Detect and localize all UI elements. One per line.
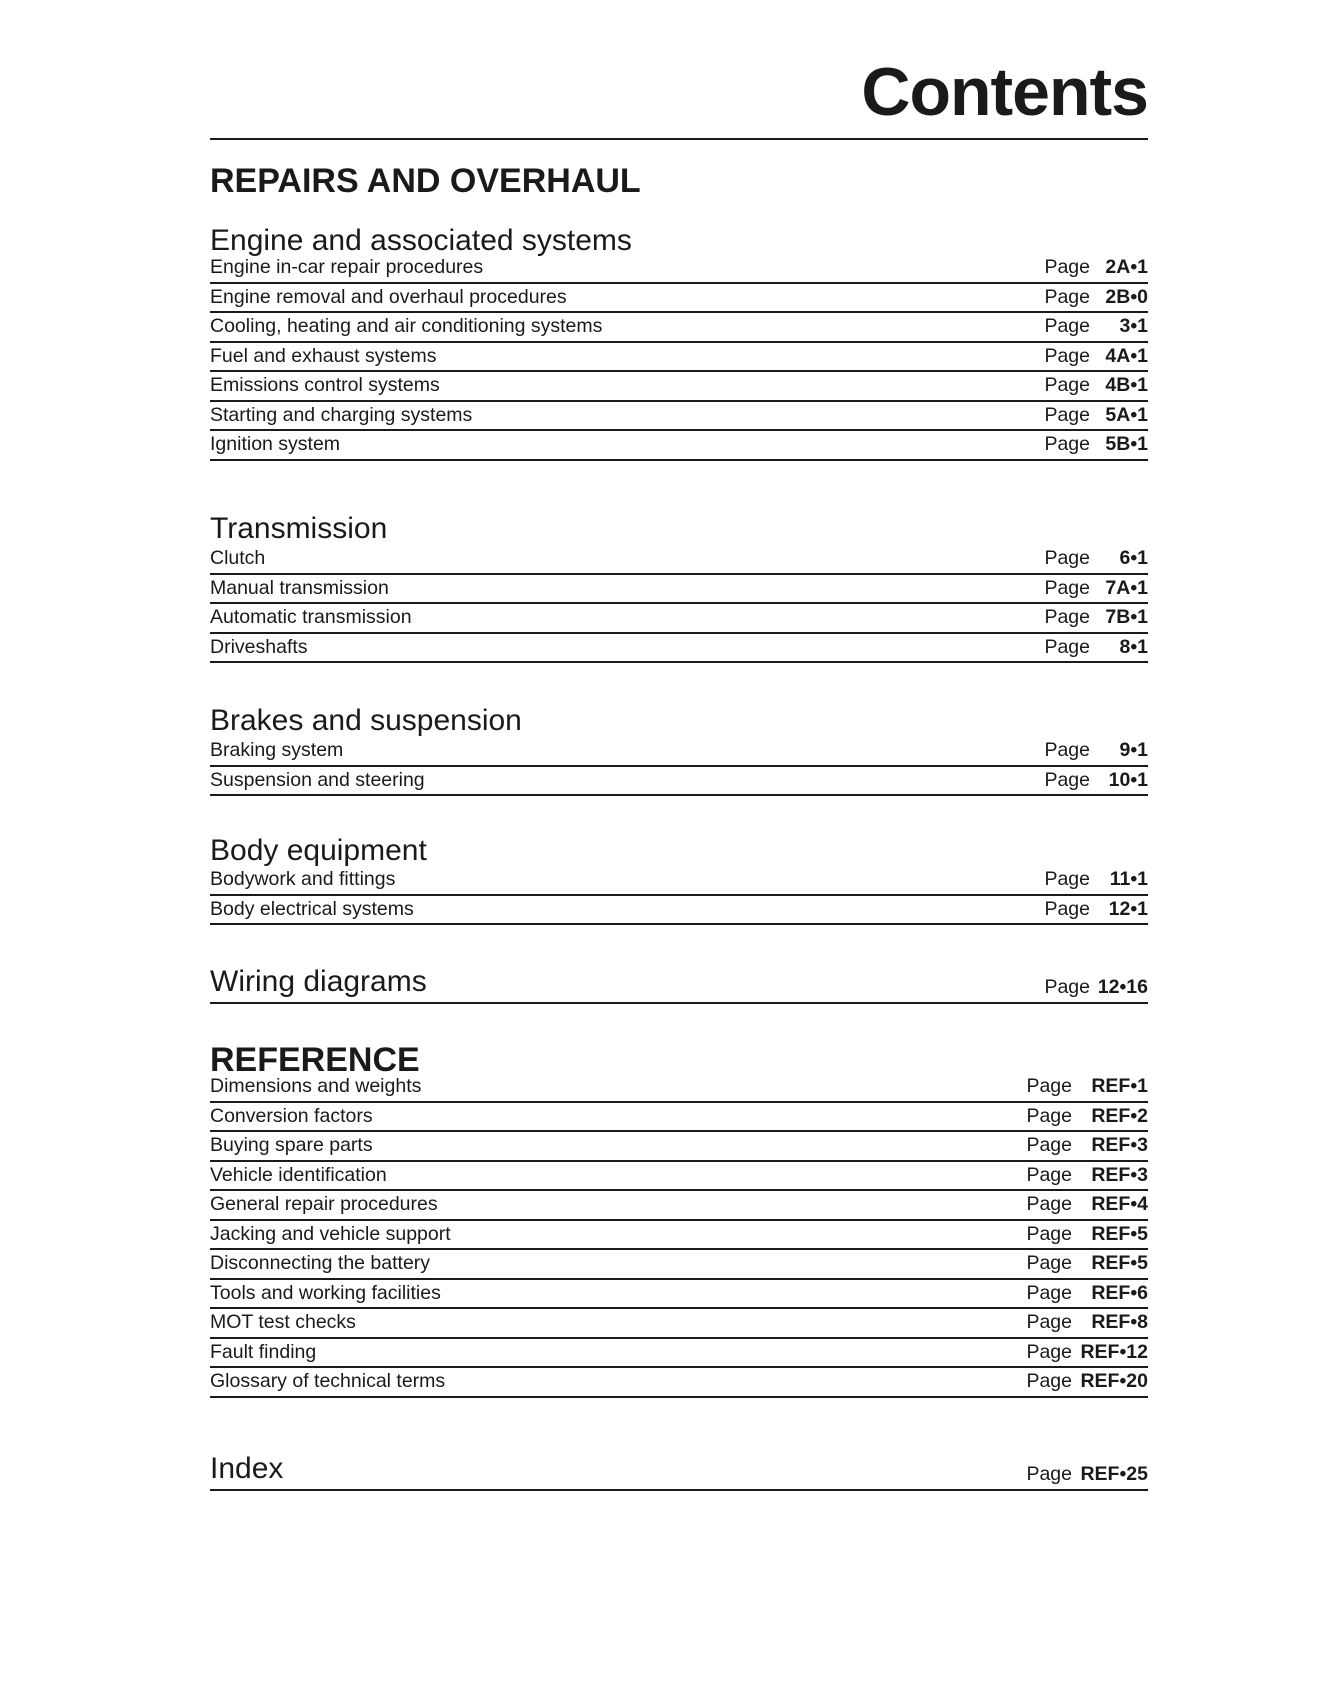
toc-row-label: Suspension and steering [210,768,425,791]
toc-page-number: 2B•0 [1105,285,1148,308]
toc-row[interactable] [210,313,1148,343]
toc-page-word: Page [1026,1222,1072,1245]
section-list-body [210,866,1148,925]
toc-row[interactable] [210,545,1148,575]
toc-page-ref [1044,403,1148,426]
toc-page-word: Page [1044,868,1090,890]
toc-row[interactable] [210,284,1148,314]
toc-row[interactable] [210,1280,1148,1310]
toc-page-ref [1044,344,1148,367]
toc-row[interactable] [210,575,1148,605]
toc-row[interactable] [210,1103,1148,1133]
toc-page-number: 8•1 [1119,635,1148,658]
toc-row-label: Dimensions and weights [210,1075,422,1097]
toc-row[interactable] [210,1162,1148,1192]
toc-row[interactable] [210,604,1148,634]
toc-row[interactable] [210,1368,1148,1398]
toc-page-word: Page [1044,344,1090,367]
toc-row-label: Tools and working facilities [210,1281,441,1304]
toc-page-word: Page [1026,1462,1072,1485]
toc-page-number: 6•1 [1119,547,1148,569]
toc-page-ref [1026,1077,1148,1097]
toc-page-ref [1044,576,1148,599]
toc-page-number: REF•1 [1091,1075,1148,1097]
toc-page-number: 12•1 [1108,897,1148,920]
toc-page-number: 5B•1 [1105,433,1148,455]
toc-row-wiring[interactable] [210,960,1148,1004]
toc-row[interactable] [210,402,1148,432]
toc-row[interactable] [210,431,1148,461]
toc-row-label: Fuel and exhaust systems [210,344,437,367]
toc-page-word: Page [1026,1134,1072,1156]
toc-row-label: Bodywork and fittings [210,868,396,890]
toc-page-number: 3•1 [1119,315,1148,337]
toc-page-number: REF•3 [1091,1134,1148,1156]
toc-page-number: 2A•1 [1105,256,1148,278]
toc-page-number: REF•2 [1091,1104,1148,1127]
toc-page-ref [1044,768,1148,791]
section-index [210,1447,1148,1491]
toc-page-word: Page [1044,739,1090,761]
part-heading-repairs: REPAIRS AND OVERHAUL [210,162,641,200]
toc-page-word: Page [1026,1075,1072,1097]
section-list-transmission [210,545,1148,663]
toc-row-label: Engine removal and overhaul procedures [210,285,567,308]
toc-page-word: Page [1044,897,1090,920]
toc-row[interactable] [210,896,1148,926]
toc-page-ref [1044,635,1148,658]
page-title: Contents [861,54,1148,130]
toc-row-label: Disconnecting the battery [210,1252,431,1274]
section-heading-body: Body equipment [210,834,427,867]
toc-row-label: Vehicle identification [210,1163,387,1186]
toc-row[interactable] [210,1132,1148,1162]
toc-page-word: Page [1044,403,1090,426]
toc-row[interactable] [210,343,1148,373]
toc-page-ref [1044,741,1148,761]
toc-page-word: Page [1026,1163,1072,1186]
toc-row-label: Clutch [210,547,266,569]
toc-page-number: REF•6 [1091,1281,1148,1304]
toc-row-label: Braking system [210,739,344,761]
toc-row-label: Driveshafts [210,635,308,658]
toc-page-number: REF•3 [1091,1163,1148,1186]
toc-page-word: Page [1044,547,1090,569]
toc-row[interactable] [210,1221,1148,1251]
toc-page-ref [1026,1104,1148,1127]
toc-page-word: Page [1044,315,1090,337]
toc-page-ref [1044,608,1148,628]
toc-page-ref [1026,1281,1148,1304]
toc-row[interactable] [210,254,1148,284]
toc-row-label: Starting and charging systems [210,403,473,426]
part-heading-reference: REFERENCE [210,1041,420,1079]
toc-row-label: Index [210,1452,284,1485]
toc-page-word: Page [1044,975,1090,998]
toc-page-word: Page [1026,1252,1072,1274]
toc-page-number: 4B•1 [1105,374,1148,396]
toc-page-ref [1044,376,1148,396]
toc-row[interactable] [210,737,1148,767]
toc-row[interactable] [210,1250,1148,1280]
toc-page-ref [1026,1163,1148,1186]
toc-page-number: REF•12 [1080,1340,1148,1363]
toc-page-word: Page [1044,768,1090,791]
section-list-reference [210,1073,1148,1398]
toc-row-index[interactable] [210,1447,1148,1491]
section-heading-brakes: Brakes and suspension [210,704,522,737]
toc-page-number: 7B•1 [1105,606,1148,628]
toc-page-number: 9•1 [1119,739,1148,761]
toc-page-ref [1044,897,1148,920]
toc-page-number: 10•1 [1108,768,1148,791]
section-list-engine [210,254,1148,461]
toc-page-number: REF•8 [1091,1311,1148,1333]
toc-page-number: REF•5 [1091,1252,1148,1274]
toc-page-word: Page [1026,1340,1072,1363]
toc-page-word: Page [1044,606,1090,628]
toc-row-label: General repair procedures [210,1193,438,1215]
toc-row[interactable] [210,1309,1148,1339]
toc-page-number: REF•5 [1091,1222,1148,1245]
toc-page-ref [1026,1340,1148,1363]
toc-page-word: Page [1044,433,1090,455]
toc-page-word: Page [1044,635,1090,658]
toc-row[interactable] [210,634,1148,664]
toc-row[interactable] [210,1191,1148,1221]
toc-row[interactable] [210,767,1148,797]
toc-row-label: Manual transmission [210,576,389,599]
toc-page-number: REF•25 [1080,1462,1148,1485]
toc-row-label: Cooling, heating and air conditioning systems [210,315,603,337]
toc-row-label: Engine in-car repair procedures [210,256,484,278]
toc-page-ref [1026,1222,1148,1245]
toc-page-word: Page [1026,1281,1072,1304]
toc-row-label: Buying spare parts [210,1134,373,1156]
toc-page-ref [1044,975,1148,998]
title-divider [210,138,1148,140]
toc-page-number: REF•4 [1091,1193,1148,1215]
toc-page-word: Page [1026,1193,1072,1215]
toc-row-label: Jacking and vehicle support [210,1222,451,1245]
toc-page-number: 11•1 [1109,868,1148,890]
toc-row-label: MOT test checks [210,1311,356,1333]
toc-page-ref [1026,1254,1148,1274]
toc-page-word: Page [1044,256,1090,278]
toc-page-ref [1026,1372,1148,1392]
toc-page-number: 12•16 [1097,975,1148,998]
toc-row-label: Automatic transmission [210,606,412,628]
section-heading-transmission: Transmission [210,512,388,545]
toc-page-word: Page [1026,1104,1072,1127]
toc-page-number: REF•20 [1080,1370,1148,1392]
toc-page-ref [1044,435,1148,455]
toc-row-label: Emissions control systems [210,374,440,396]
toc-page-number: 4A•1 [1105,344,1148,367]
toc-page-word: Page [1044,285,1090,308]
section-wiring [210,960,1148,1004]
toc-page-number: 7A•1 [1105,576,1148,599]
toc-row[interactable] [210,866,1148,896]
toc-page-word: Page [1044,576,1090,599]
toc-page-ref [1026,1195,1148,1215]
toc-page-ref [1044,870,1148,890]
toc-page-ref [1026,1313,1148,1333]
toc-page-ref [1044,549,1148,569]
toc-row-label: Ignition system [210,433,341,455]
toc-page-ref [1044,258,1148,278]
toc-page-ref [1044,285,1148,308]
toc-page-word: Page [1026,1370,1072,1392]
section-heading-engine: Engine and associated systems [210,224,632,257]
toc-row-label: Body electrical systems [210,897,414,920]
toc-page-ref [1044,317,1148,337]
toc-page-number: 5A•1 [1105,403,1148,426]
toc-row-label: Glossary of technical terms [210,1370,446,1392]
toc-page-word: Page [1026,1311,1072,1333]
toc-row-label: Fault finding [210,1340,317,1363]
toc-row[interactable] [210,372,1148,402]
toc-page-word: Page [1044,374,1090,396]
toc-row-label: Wiring diagrams [210,965,427,998]
toc-row-label: Conversion factors [210,1104,373,1127]
toc-page-ref [1026,1136,1148,1156]
toc-page-ref [1026,1462,1148,1485]
toc-row[interactable] [210,1073,1148,1103]
section-list-brakes [210,737,1148,796]
toc-row[interactable] [210,1339,1148,1369]
